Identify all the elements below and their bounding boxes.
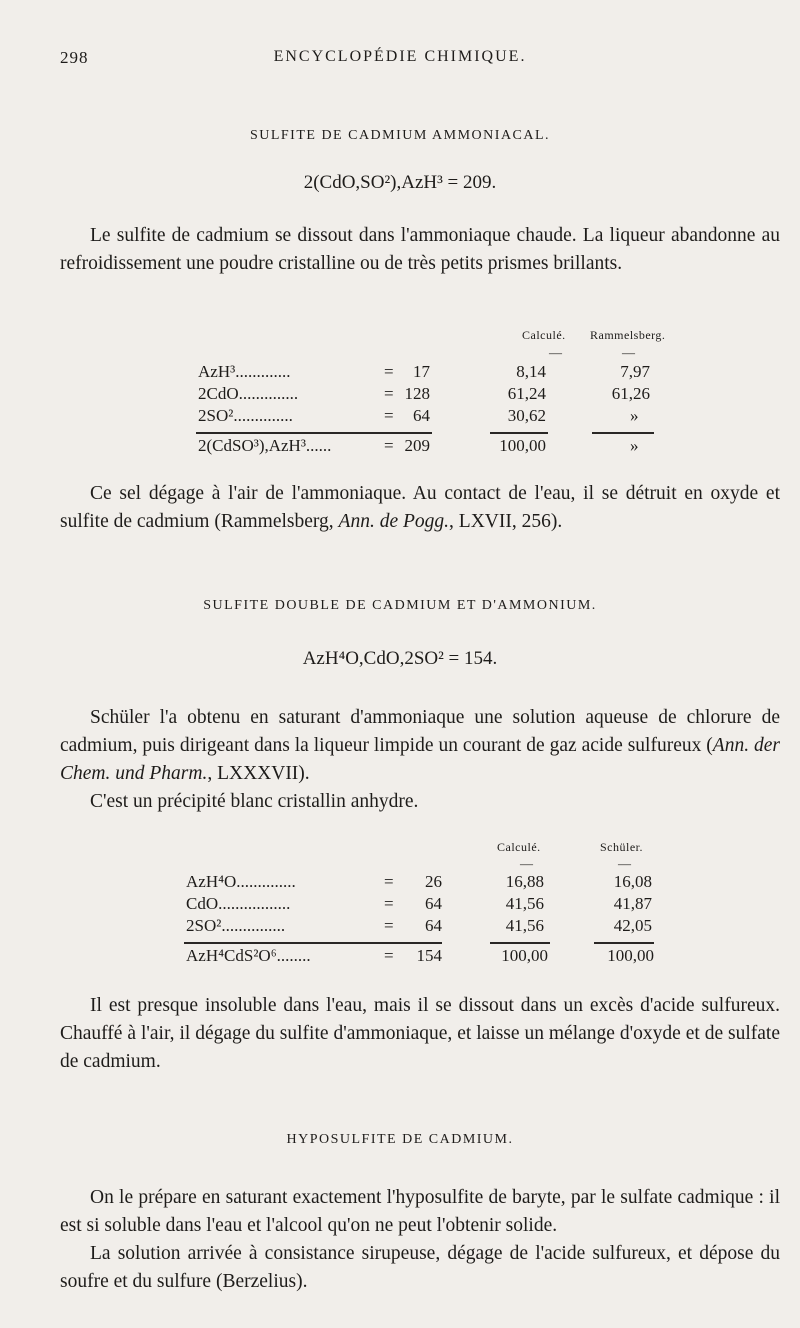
table-row-eq: =	[384, 916, 394, 935]
table-row-eq: =	[384, 406, 394, 425]
table-row-name: AzH³.............	[198, 362, 291, 381]
table-row-observed: 41,87	[613, 894, 652, 913]
paragraph-text: Le sulfite de cadmium se dissout dans l'ammoniaque chaude. La liqueur abandonne au refroidissement une poudre cristalline ou de très petits prismes brillants.	[60, 225, 780, 274]
paragraph-text: , LXVII, 256).	[449, 511, 563, 532]
column-header-calcule: Calculé.	[497, 840, 541, 854]
sum-rule	[594, 942, 654, 944]
table-row-observed: 61,26	[611, 384, 650, 403]
table-row-value: 64	[425, 894, 442, 913]
paragraph-text: , LXXXVII).	[207, 763, 310, 784]
table-row-value: 17	[413, 362, 430, 381]
table-total-observed: 100,00	[607, 946, 654, 965]
section-title-sulfite-double: SULFITE DOUBLE DE CADMIUM ET D'AMMONIUM.	[203, 598, 597, 613]
paragraph-text: Ce sel dégage à l'air de l'ammoniaque. Au contact de l'eau, il se détruit en oxyde et sulfite de cadmium (Rammelsberg,	[60, 483, 780, 532]
table-row-eq: =	[384, 362, 394, 381]
table-row-name: 2CdO..............	[198, 384, 299, 403]
table-total-name: AzH⁴CdS²O⁶........	[186, 946, 311, 965]
table-row-calc: 30,62	[507, 406, 546, 425]
paragraph-text: C'est un précipité blanc cristallin anhydre.	[90, 791, 419, 812]
sum-rule	[184, 942, 442, 944]
paragraph-text: Il est presque insoluble dans l'eau, mais il se dissout dans un excès d'acide sulfureux. Chauffé à l'air, il dégage du sulfite d'ammoniaque, et laisse un mélange d'oxyde et de sulfate de cadmium.	[60, 995, 780, 1072]
paragraph-solubility	[60, 992, 780, 1076]
table-total-calc: 100,00	[501, 946, 548, 965]
formula-sulfite-ammoniacal: 2(CdO,SO²),AzH³ = 209.	[303, 172, 497, 193]
paragraph-schuler-preparation	[60, 704, 780, 816]
table-total-value: 154	[416, 946, 442, 965]
table-row-calc: 41,56	[505, 894, 544, 913]
formula-sulfite-double: AzH⁴O,CdO,2SO² = 154.	[302, 648, 498, 669]
table-row-eq: =	[384, 894, 394, 913]
table-row-calc: 8,14	[516, 362, 546, 381]
table-row-name: CdO.................	[186, 894, 291, 913]
citation-journal: Ann. de Pogg.	[338, 511, 450, 532]
paragraph-text: Schüler l'a obtenu en saturant d'ammoniaque une solution aqueuse de chlorure de cadmium, puis dirigeant dans la liqueur limpide un courant de gaz acide sulfureux (	[60, 707, 780, 756]
table-row-observed: 42,05	[613, 916, 652, 935]
section-title-hyposulfite: HYPOSULFITE DE CADMIUM.	[286, 1132, 514, 1147]
table-total-eq: =	[384, 436, 394, 455]
table-row-name: 2SO²..............	[198, 406, 293, 425]
page-number: 298	[60, 48, 89, 67]
table-row-calc: 16,88	[505, 872, 544, 891]
running-title: ENCYCLOPÉDIE CHIMIQUE.	[273, 48, 527, 65]
column-header-calcule: Calculé.	[522, 328, 566, 342]
table-row-calc: 61,24	[507, 384, 546, 403]
table-row-value: 26	[425, 872, 442, 891]
column-dash: —	[520, 856, 533, 871]
sum-rule	[490, 432, 548, 434]
table-row-observed: 16,08	[613, 872, 652, 891]
table-total-eq: =	[384, 946, 394, 965]
section-title-sulfite-ammoniacal: SULFITE DE CADMIUM AMMONIACAL.	[249, 128, 551, 143]
citation-journal: Ann. der Chem. und Pharm.	[60, 735, 780, 784]
paragraph-sulfite-dissolution	[60, 222, 780, 278]
table-total-calc: 100,00	[499, 436, 546, 455]
column-dash: —	[622, 345, 635, 360]
sum-rule	[490, 942, 550, 944]
table-row-observed: »	[630, 406, 639, 425]
table-total-name: 2(CdSO³),AzH³......	[198, 436, 332, 455]
paragraph-text: On le prépare en saturant exactement l'hyposulfite de baryte, par le sulfate cadmique : il est si soluble dans l'eau et l'alcool qu'on ne peut l'obtenir solide.	[60, 1187, 780, 1236]
table-row-observed: 7,97	[620, 362, 650, 381]
paragraph-decomposition	[60, 480, 780, 536]
table-row-eq: =	[384, 384, 394, 403]
column-dash: —	[618, 856, 631, 871]
column-header-rammelsberg: Rammelsberg.	[590, 328, 666, 342]
table-total-value: 209	[404, 436, 430, 455]
table-row-calc: 41,56	[505, 916, 544, 935]
table-row-name: 2SO²...............	[186, 916, 286, 935]
column-header-schuler: Schüler.	[600, 840, 643, 854]
table-total-observed: »	[630, 436, 639, 455]
sum-rule	[592, 432, 654, 434]
sum-rule	[196, 432, 432, 434]
paragraph-hyposulfite-preparation	[60, 1184, 780, 1296]
table-row-eq: =	[384, 872, 394, 891]
paragraph-text: La solution arrivée à consistance sirupeuse, dégage de l'acide sulfureux, et dépose du soufre et du sulfure (Berzelius).	[60, 1243, 780, 1292]
table-row-name: AzH⁴O..............	[186, 872, 296, 891]
table-row-value: 64	[413, 406, 430, 425]
table-row-value: 128	[404, 384, 430, 403]
table-row-value: 64	[425, 916, 442, 935]
column-dash: —	[549, 345, 562, 360]
